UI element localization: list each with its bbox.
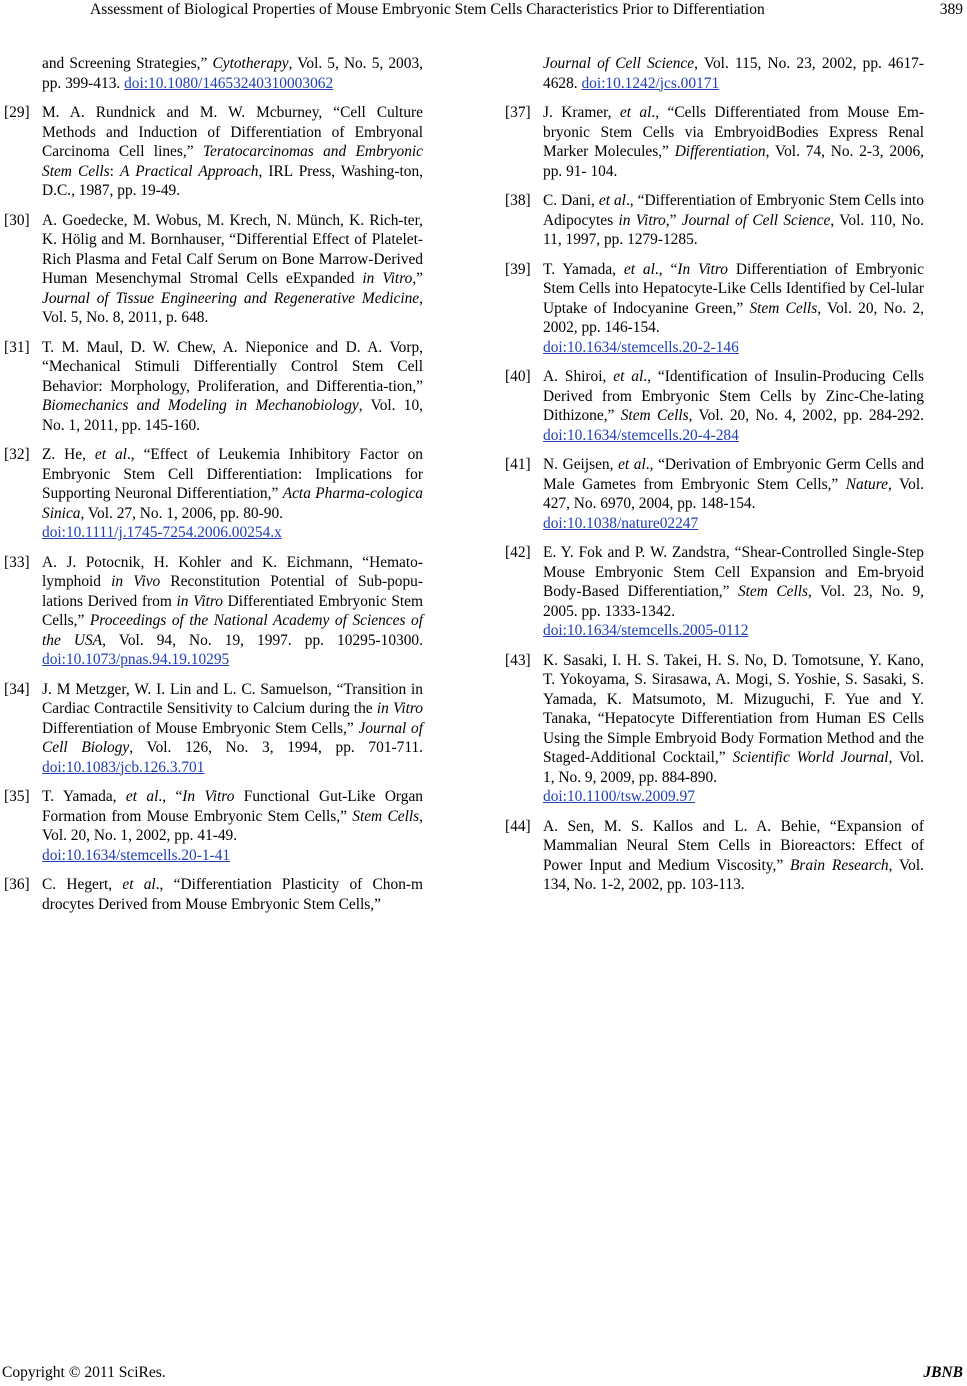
reference-33: [4, 553, 423, 670]
doi-link[interactable]: doi:10.1080/14653240310003062: [124, 74, 334, 92]
doi-link[interactable]: doi:10.1111/j.1745-7254.2006.00254.x: [42, 524, 282, 541]
reference-text: J. M Metzger, W. I. Lin and L. C. Samuelson, “Transition in Cardiac Contractile Sensitivity to Calcium during the in Vitro Differentiation of Mouse Embryonic Stem Cells,” Journal of Cell Biology, Vol. 126, No. 3, 1994, pp. 701-711. doi:10.1083/jcb.126.3.701: [42, 680, 423, 776]
reference-number: [31]: [4, 338, 30, 356]
reference-text: E. Y. Fok and P. W. Zandstra, “Shear-Controlled Single-Step Mouse Embryonic Stem Cell Expansion and Em-bryoid Body-Based Differentiation,” Stem Cells, Vol. 23, No. 9, 2005. pp. 1333-1342. doi:10.1634/stemcells.2005-0112: [543, 544, 924, 639]
reference-text: A. Shiroi, et al., “Identification of Insulin-Producing Cells Derived from Embryonic Stem Cells by Zinc-Che-lating Dithizone,” Stem Cells, Vol. 20, No. 4, 2002, pp. 284-292. doi:10.1634/stemcells.20-4-284: [543, 368, 925, 444]
reference-number: [35]: [4, 788, 30, 805]
reference-number: [42]: [505, 544, 531, 561]
reference-text: K. Sasaki, I. H. S. Takei, H. S. No, D. Tomotsune, Y. Kano, T. Yokoyama, S. Sirasawa, A. Mogi, S. Yoshie, S. Sasaki, S. Yamada, K. Matsumoto, M. Mizuguchi, F. Yue and Y. Tanaka, “Hepatocyte Differentiation from Human ES Cells Using the Simple Embryoid Body Formation Method and the Staged-Additional Cocktail,” Scientific World Journal, Vol. 1, No. 9, 2009, pp. 884-890. doi:10.1100/tsw.2009.97: [543, 651, 924, 805]
reference-text: J. Kramer, et al., “Cells Differentiated from Mouse Em-bryonic Stem Cells via EmbryoidBodies Express Renal Marker Molecules,” Differentiation, Vol. 74, No. 2-3, 2006, pp. 91- 104.: [543, 104, 924, 180]
reference-text: C. Dani, et al., “Differentiation of Embryonic Stem Cells into Adipocytes in Vitro,” Journal of Cell Science, Vol. 110, No. 11, 1997, pp. 1279-1285.: [543, 192, 924, 248]
reference-number: [39]: [505, 260, 531, 278]
reference-42: [505, 543, 924, 641]
reference-30: [4, 211, 423, 328]
reference-text: T. M. Maul, D. W. Chew, A. Nieponice and D. A. Vorp, “Mechanical Stimuli Differentially Control Stem Cell Behavior: Morphology, Proliferation, and Differentia-tion,” Biomechanics and Modeling in Mechanobiology, Vol. 10, No. 1, 2011, pp. 145-160.: [42, 338, 423, 434]
reference-34: [4, 680, 423, 778]
doi-link[interactable]: doi:10.1634/stemcells.2005-0112: [543, 622, 749, 639]
doi-link[interactable]: doi:10.1634/stemcells.20-4-284: [543, 426, 739, 444]
reference-39: [505, 260, 924, 358]
copyright-notice: Copyright © 2011 SciRes.: [2, 1364, 166, 1381]
reference-continuation: Journal of Cell Science, Vol. 115, No. 23, 2002, pp. 4617-4628. doi:10.1242/jcs.00171: [543, 55, 924, 92]
reference-text: M. A. Rundnick and M. W. Mcburney, “Cell Culture Methods and Induction of Differentiation of Embryonal Carcinoma Cell lines,” Teratocarcinomas and Embryonic Stem Cells: A Practical Approach, IRL Press, Washing-ton, D.C., 1987, pp. 19-49.: [42, 104, 423, 199]
doi-link[interactable]: doi:10.1242/jcs.00171: [581, 74, 720, 92]
reference-number: [32]: [4, 446, 30, 463]
reference-number: [38]: [505, 192, 531, 209]
reference-number: [43]: [505, 651, 531, 669]
reference-number: [40]: [505, 368, 531, 385]
reference-number: [36]: [4, 876, 30, 893]
reference-36: [4, 875, 423, 914]
reference-32: [4, 445, 423, 543]
reference-35: [4, 787, 423, 865]
doi-link[interactable]: doi:10.1634/stemcells.20-2-146: [543, 338, 739, 356]
doi-link[interactable]: doi:10.1083/jcb.126.3.701: [42, 758, 205, 776]
reference-number: [44]: [505, 817, 531, 835]
reference-text: Z. He, et al., “Effect of Leukemia Inhibitory Factor on Embryonic Stem Cell Differentiation: Implications for Supporting Neuronal Differentiation,” Acta Pharma-cologica Sinica, Vol. 27, No. 1, 2006, pp. 80-90. doi:10.1111/j.1745-7254.2006.00254.x: [42, 446, 423, 541]
reference-text: A. Sen, M. S. Kallos and L. A. Behie, “Expansion of Mammalian Neural Stem Cells in Bioreactors: Effect of Power Input and Medium Viscosity,” Brain Research, Vol. 134, No. 1-2, 2002, pp. 103-113.: [543, 817, 924, 893]
doi-link[interactable]: doi:10.1073/pnas.94.19.10295: [42, 651, 230, 668]
reference-text: T. Yamada, et al., “In Vitro Differentiation of Embryonic Stem Cells into Hepatocyte-Like Cells Identified by Cel-lular Uptake of Indocyanine Green,” Stem Cells, Vol. 20, No. 2, 2002, pp. 146-154. doi:10.1634/stemcells.20-2-146: [543, 260, 925, 356]
reference-number: [34]: [4, 680, 30, 698]
reference-text: A. J. Potocnik, H. Kohler and K. Eichmann, “Hemato-lymphoid in Vivo Reconstitution Potential of Sub-popu-lations Derived from in Vitro Differentiated Embryonic Stem Cells,” Proceedings of the National Academy of Sciences of the USA, Vol. 94, No. 19, 1997. pp. 10295-10300. doi:10.1073/pnas.94.19.10295: [42, 553, 423, 668]
reference-44: [505, 817, 924, 895]
reference-number: [33]: [4, 553, 30, 571]
left-column: [4, 54, 423, 924]
reference-text: N. Geijsen, et al., “Derivation of Embryonic Germ Cells and Male Gametes from Embryonic Stem Cells,” Nature, Vol. 427, No. 6970, 2004, pp. 148-154. doi:10.1038/nature02247: [543, 456, 924, 532]
reference-37: [505, 103, 924, 181]
page-header: [0, 0, 967, 22]
doi-link[interactable]: doi:10.1038/nature02247: [543, 514, 699, 532]
page-number: 389: [939, 1, 963, 18]
journal-abbreviation: JBNB: [923, 1364, 963, 1381]
reference-43: [505, 651, 924, 807]
doi-link[interactable]: doi:10.1100/tsw.2009.97: [543, 788, 695, 805]
reference-text: C. Hegert, et al., “Differentiation Plasticity of Chon-m drocytes Derived from Mouse Embryonic Stem Cells,”: [42, 876, 423, 913]
reference-number: [37]: [505, 104, 531, 121]
reference-number: [41]: [505, 456, 531, 473]
running-title: Assessment of Biological Properties of Mouse Embryonic Stem Cells Characteristics Prior to Differentiation: [90, 1, 765, 18]
reference-text: A. Goedecke, M. Wobus, M. Krech, N. Münch, K. Rich-ter, K. Hölig and M. Bornhauser, “Differential Effect of Platelet-Rich Plasma and Fetal Calf Serum on Bone Marrow-Derived Human Mesenchymal Stromal Cells eExpanded in Vitro,” Journal of Tissue Engineering and Regenerative Medicine, Vol. 5, No. 8, 2011, p. 648.: [42, 211, 423, 326]
reference-29: [4, 103, 423, 201]
reference-40: [505, 367, 924, 445]
reference-number: [30]: [4, 211, 30, 229]
reference-41: [505, 455, 924, 533]
reference-31: [4, 338, 423, 436]
reference-number: [29]: [4, 104, 30, 121]
doi-link[interactable]: doi:10.1634/stemcells.20-1-41: [42, 846, 231, 864]
page-footer: [0, 1363, 967, 1385]
reference-continuation: and Screening Strategies,” Cytotherapy, Vol. 5, No. 5, 2003, pp. 399-413. doi:10.1080/14653240310003062: [42, 55, 423, 92]
reference-38: [505, 191, 924, 250]
reference-text: T. Yamada, et al., “In Vitro Functional Gut-Like Organ Formation from Mouse Embryonic Stem Cells,” Stem Cells, Vol. 20, No. 1, 2002, pp. 41-49. doi:10.1634/stemcells.20-1-41: [42, 788, 424, 864]
right-column: [505, 54, 924, 905]
